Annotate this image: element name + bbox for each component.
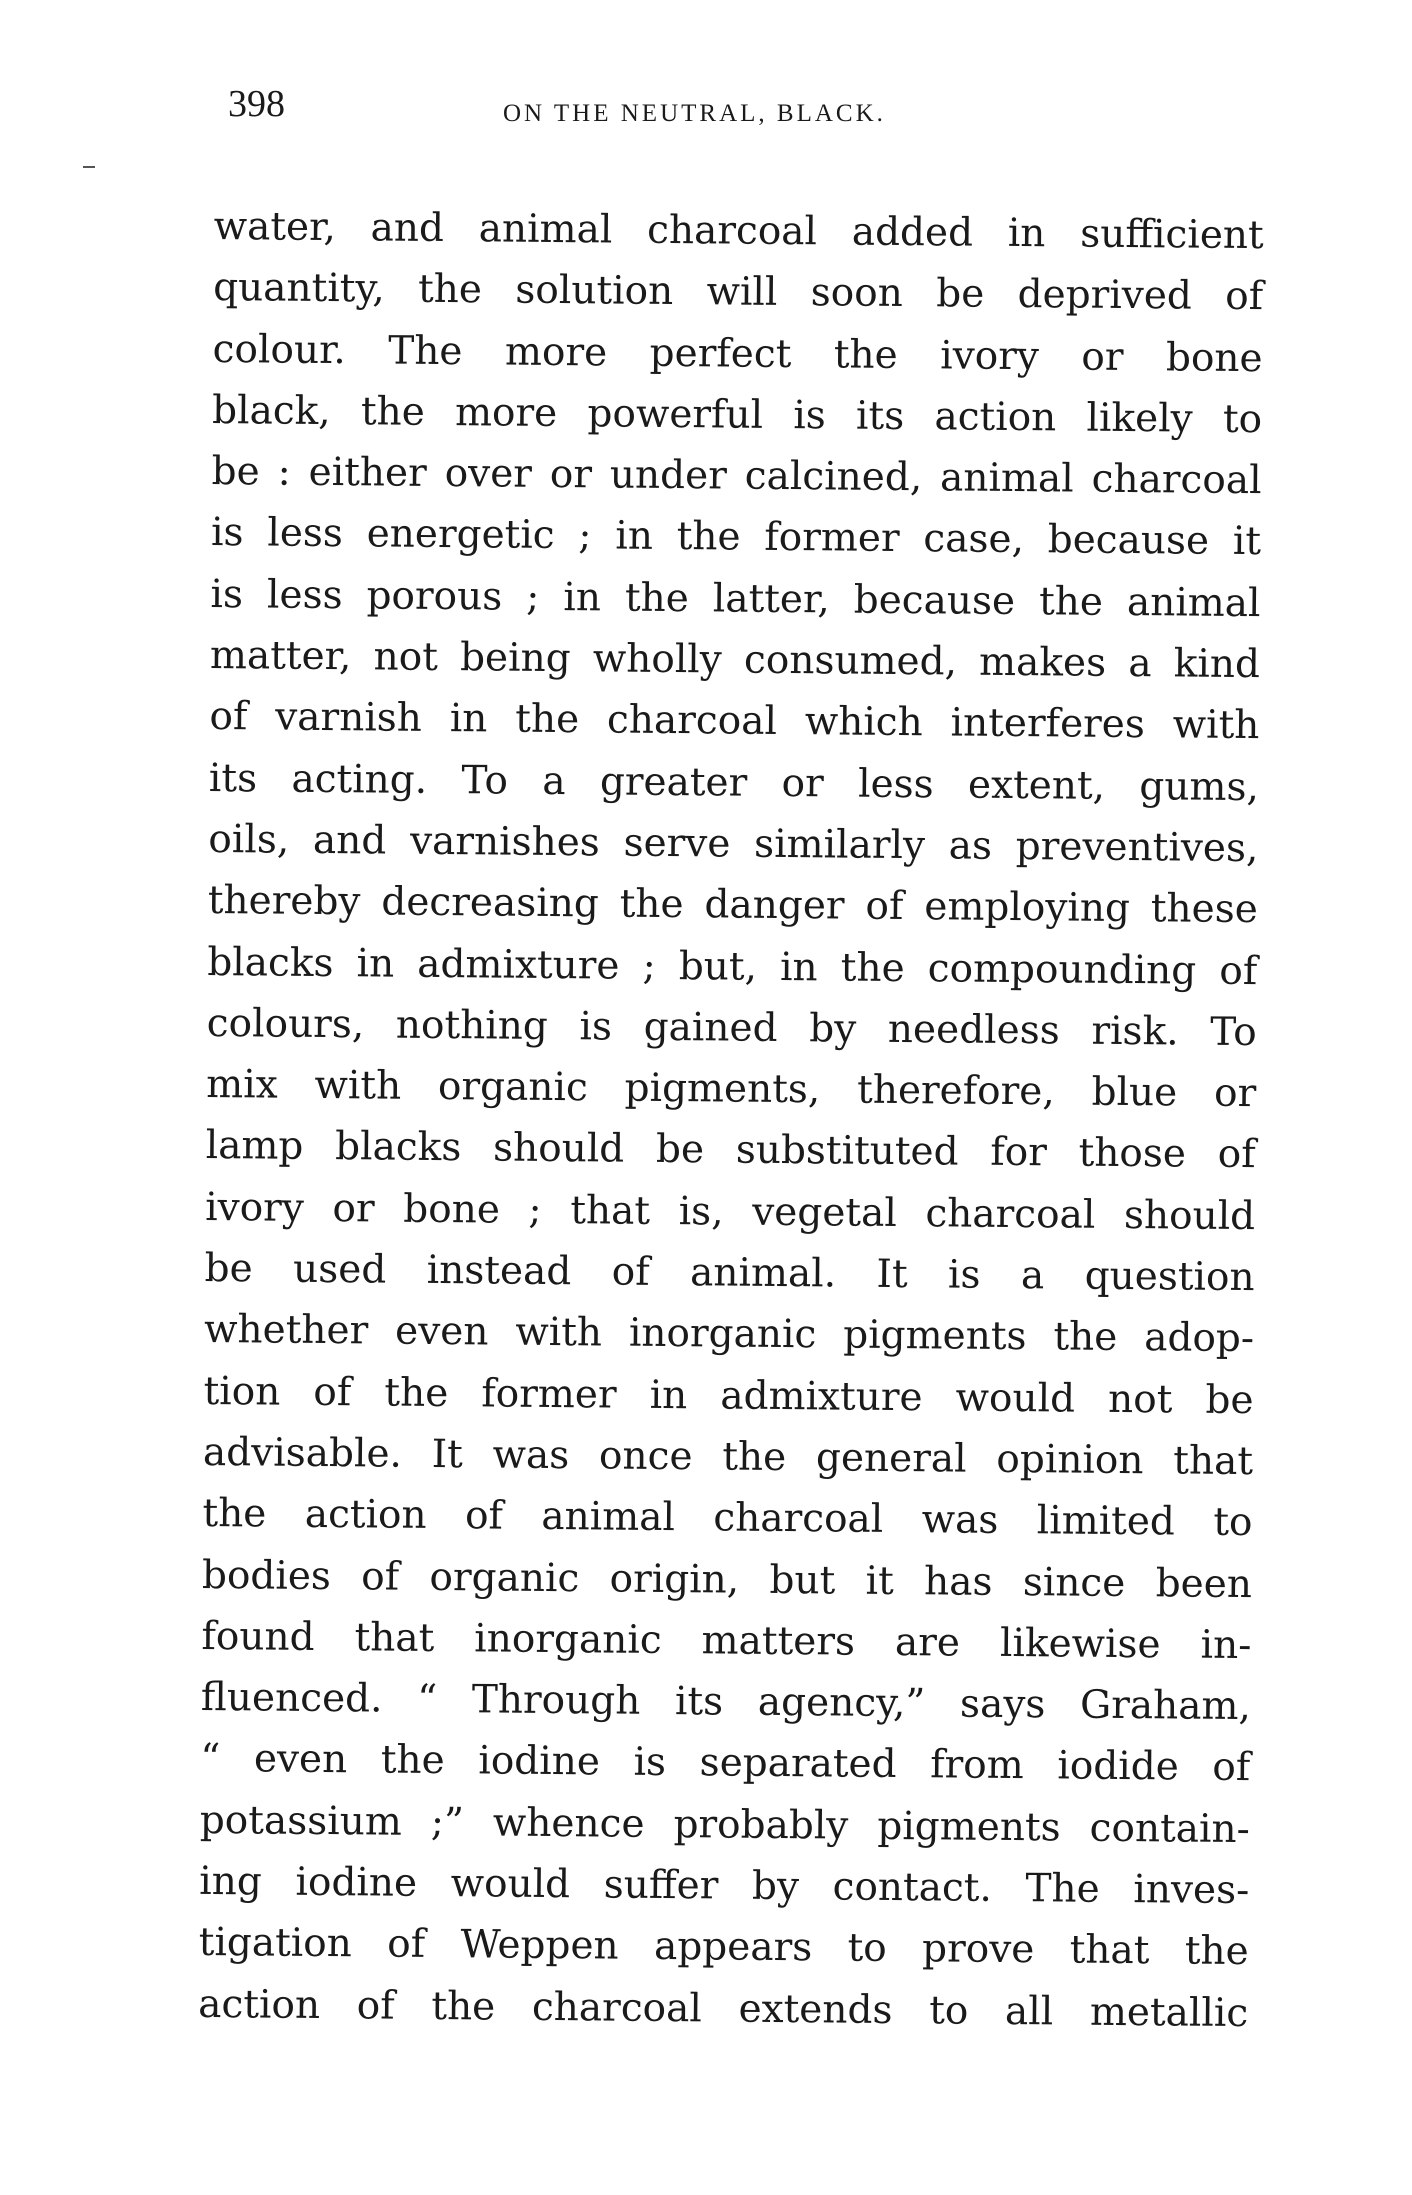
text-line: found that inorganic matters are likewise in- xyxy=(201,1613,1252,1668)
text-line: blacks in admixture ; but, in the compounding of xyxy=(207,939,1258,994)
text-line: ivory or bone ; that is, vegetal charcoal should xyxy=(204,1184,1256,1239)
running-head: ON THE NEUTRAL, BLACK. xyxy=(503,100,886,127)
text-line: fluenced. “ Through its agency,” says Graham, xyxy=(200,1675,1252,1730)
text-line: its acting. To a greater or less extent, gums, xyxy=(208,755,1260,810)
text-line: matter, not being wholly consumed, makes a kind xyxy=(209,633,1261,688)
text-line: the action of animal charcoal was limited to xyxy=(202,1491,1253,1546)
text-line: is less porous ; in the latter, because the animal xyxy=(210,571,1261,626)
text-line: mix with organic pigments, therefore, blue or xyxy=(206,1062,1257,1117)
text-line: quantity, the solution will soon be deprived of xyxy=(213,265,1264,320)
page-number: 398 xyxy=(228,83,285,125)
text-line: “ even the iodine is separated from iodide of xyxy=(200,1736,1251,1791)
text-line: action of the charcoal extends to all metallic xyxy=(198,1981,1249,2036)
text-line: ing iodine would suffer by contact. The inves- xyxy=(199,1858,1250,1914)
text-line: colour. The more perfect the ivory or bone xyxy=(212,326,1263,381)
text-line: oils, and varnishes serve similarly as preventives, xyxy=(208,816,1259,872)
text-line: tigation of Weppen appears to prove that the xyxy=(198,1920,1249,1975)
text-line: bodies of organic origin, but it has since been xyxy=(201,1552,1253,1607)
text-line: be : either over or under calcined, animal charcoal xyxy=(211,449,1262,504)
text-line: water, and animal charcoal added in sufficient xyxy=(213,203,1264,259)
text-line: be used instead of animal. It is a question xyxy=(204,1246,1255,1301)
text-line: lamp blacks should be substituted for those of xyxy=(205,1123,1256,1178)
text-line: advisable. It was once the general opinion that xyxy=(202,1429,1254,1485)
margin-mark xyxy=(83,166,95,168)
body-text xyxy=(198,196,1264,2044)
text-line: colours, nothing is gained by needless risk. To xyxy=(206,1000,1257,1055)
text-line: thereby decreasing the danger of employing these xyxy=(207,878,1259,933)
text-line: potassium ;” whence probably pigments contain- xyxy=(199,1797,1250,1852)
text-line: is less energetic ; in the former case, because it xyxy=(210,510,1262,565)
text-line: of varnish in the charcoal which interferes with xyxy=(209,694,1260,749)
text-line: whether even with inorganic pigments the adop- xyxy=(203,1307,1255,1362)
text-line: black, the more powerful is its action likely to xyxy=(211,387,1263,443)
text-line: tion of the former in admixture would not be xyxy=(203,1368,1254,1423)
